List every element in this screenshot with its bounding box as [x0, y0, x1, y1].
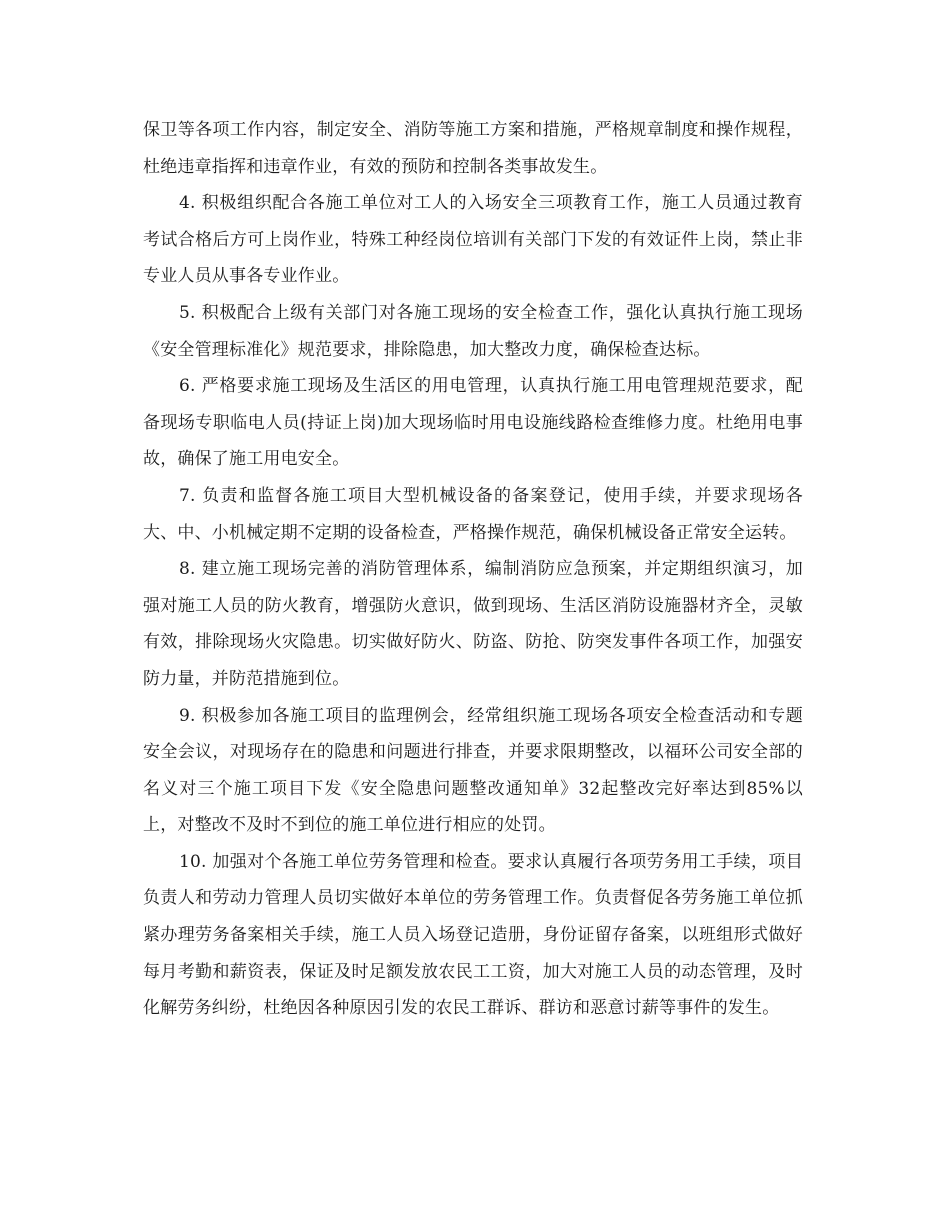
paragraph-item-4: 4. 积极组织配合各施工单位对工人的入场安全三项教育工作，施工人员通过教育考试合格后方可上岗作业，特殊工种经岗位培训有关部门下发的有效证件上岗，禁止非专业人员从事各专业作业。 — [143, 193, 803, 287]
paragraph-item-6: 6. 严格要求施工现场及生活区的用电管理，认真执行施工用电管理规范要求，配备现场专职临电人员(持证上岗)加大现场临时用电设施线路检查维修力度。杜绝用电事故，确保了施工用电安全。 — [143, 376, 803, 470]
paragraph-item-7: 7. 负责和监督各施工项目大型机械设备的备案登记，使用手续，并要求现场各大、中、小机械定期不定期的设备检查，严格操作规范，确保机械设备正常安全运转。 — [143, 485, 803, 543]
paragraph-item-8: 8. 建立施工现场完善的消防管理体系，编制消防应急预案，并定期组织演习，加强对施工人员的防火教育，增强防火意识，做到现场、生活区消防设施器材齐全，灵敏有效，排除现场火灾隐患。切实做好防火、防盗、防抢、防突发事件各项工作，加强安防力量，并防范措施到位。 — [143, 559, 803, 689]
paragraph-item-9: 9. 积极参加各施工项目的监理例会，经常组织施工现场各项安全检查活动和专题安全会议，对现场存在的隐患和问题进行排查，并要求限期整改，以福环公司安全部的名义对三个施工项目下发《安全隐患问题整改通知单》32起整改完好率达到85%以上，对整改不及时不到位的施工单位进行相应的处罚。 — [143, 705, 803, 836]
paragraph-continuation: 保卫等各项工作内容，制定安全、消防等施工方案和措施，严格规章制度和操作规程，杜绝违章指挥和违章作业，有效的预防和控制各类事故发生。 — [143, 120, 803, 177]
paragraph-item-5: 5. 积极配合上级有关部门对各施工现场的安全检查工作，强化认真执行施工现场《安全管理标准化》规范要求，排除隐患，加大整改力度，确保检查达标。 — [143, 302, 803, 360]
document-body — [143, 112, 803, 1027]
paragraph-item-10: 10. 加强对个各施工单位劳务管理和检查。要求认真履行各项劳务用工手续，项目负责人和劳动力管理人员切实做好本单位的劳务管理工作。负责督促各劳务施工单位抓紧办理劳务备案相关手续，施工人员入场登记造册，身份证留存备案，以班组形式做好每月考勤和薪资表，保证及时足额发放农民工工资，加大对施工人员的动态管理，及时化解劳务纠纷，杜绝因各种原因引发的农民工群诉、群访和恶意讨薪等事件的发生。 — [143, 851, 803, 1019]
